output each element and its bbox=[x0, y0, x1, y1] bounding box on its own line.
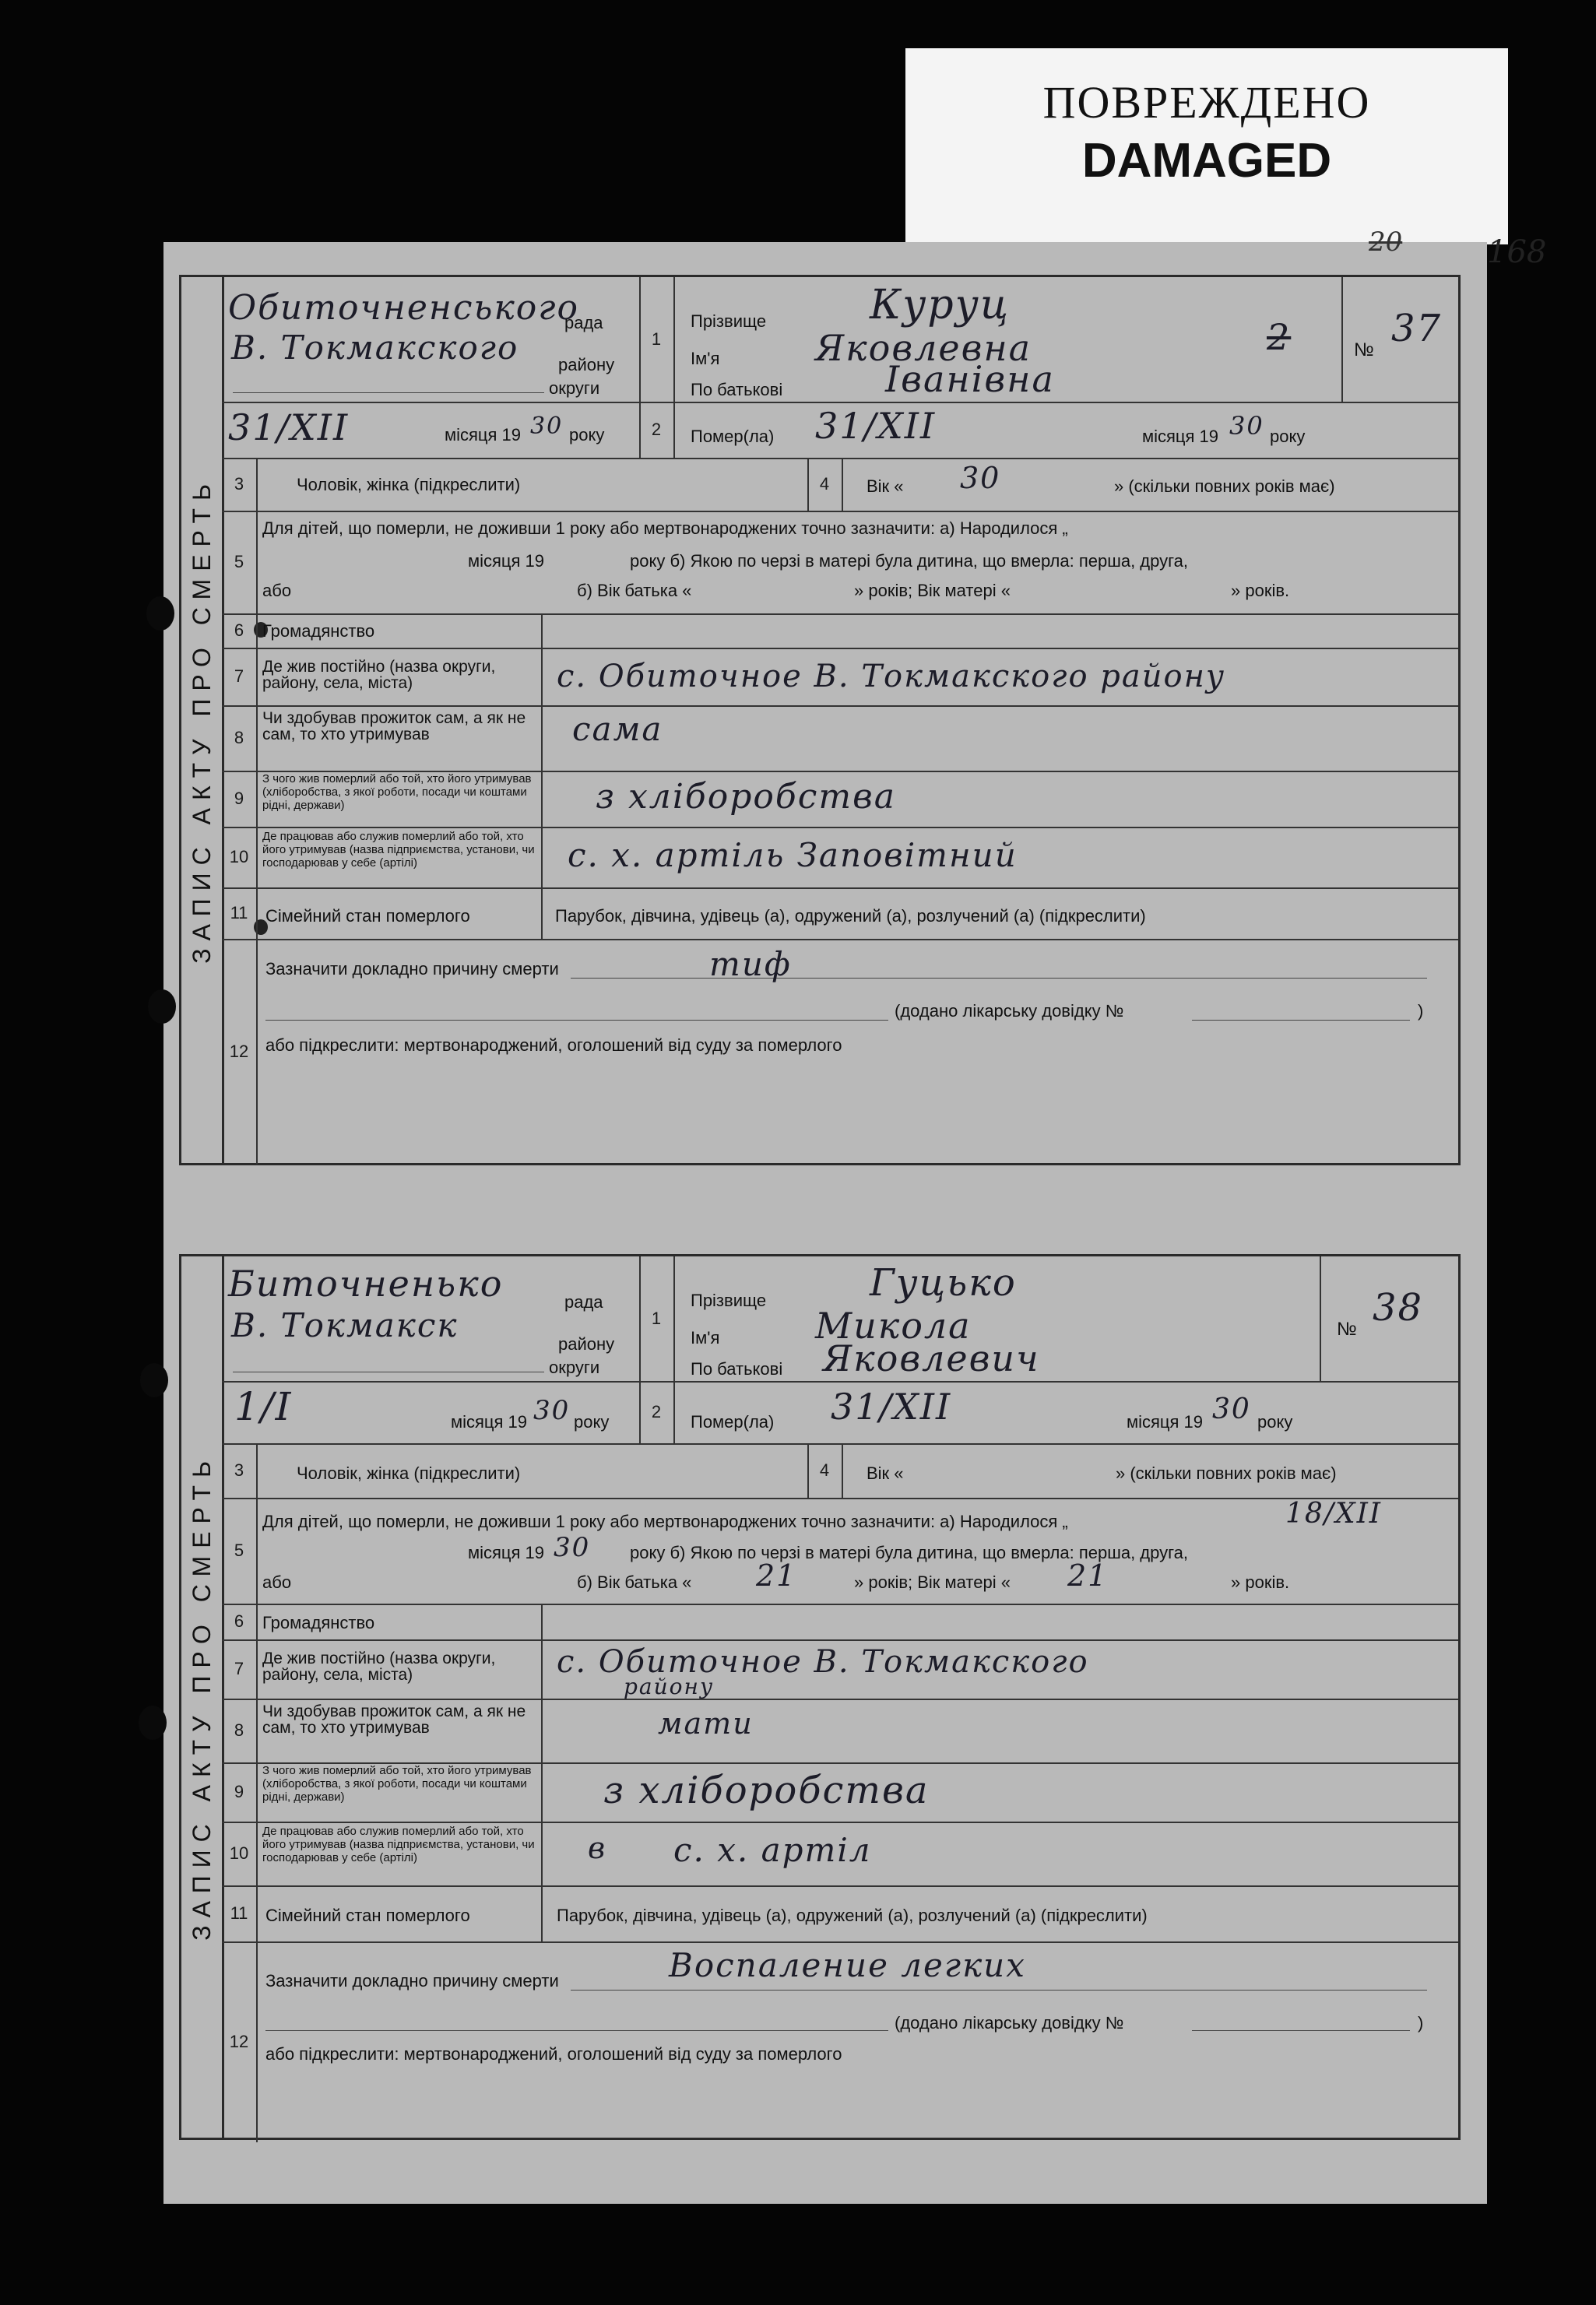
number-label: № bbox=[1354, 339, 1374, 360]
livelihood-value: мати bbox=[658, 1706, 754, 1741]
age-label: Вік « bbox=[867, 1463, 904, 1483]
livelihood-row: 8 Чи здобував прожиток сам, а як не сам, то хто утримував сама bbox=[222, 705, 1458, 772]
punch-hole bbox=[146, 596, 174, 631]
reg-date-value: 31/XII bbox=[228, 406, 350, 448]
margin-note: 2 bbox=[1267, 316, 1292, 358]
roku-label: року bbox=[574, 1412, 610, 1432]
income-label: З чого жив померлий або той, хто його утримував (хліборобства, з якої роботи, посади чи коштами рідні, держави) bbox=[262, 772, 532, 812]
surname-label: Прізвище bbox=[691, 1291, 767, 1310]
reg-year-value: 30 bbox=[530, 413, 564, 440]
stillborn-label: або підкреслити: мертвонароджений, оголошений від суду за померлого bbox=[265, 1035, 842, 1055]
patronymic-label: По батькові bbox=[691, 1359, 783, 1379]
residence-value: с. Обиточное В. Токмакского bbox=[557, 1644, 1089, 1680]
raion-label: району bbox=[558, 355, 615, 374]
cause-label: Зазначити докладно причину смерти bbox=[265, 1971, 559, 1991]
name-label: Ім'я bbox=[691, 1328, 720, 1348]
born-year-value: 30 bbox=[554, 1532, 591, 1563]
death-record-1 bbox=[179, 275, 1461, 1165]
date-row: 1/I місяця 19 30 року 2 Помер(ла) 31/XII місяця 19 30 року bbox=[222, 1381, 1458, 1445]
record-number: 38 bbox=[1373, 1286, 1424, 1330]
children-line3d: » років. bbox=[1231, 581, 1290, 600]
record-number: 37 bbox=[1391, 307, 1443, 350]
livelihood-row: 8 Чи здобував прожиток сам, а як не сам, то хто утримував мати bbox=[222, 1699, 1458, 1764]
income-value: з хліборобства bbox=[603, 1769, 930, 1812]
record-side-title: ЗАПИС АКТУ ПРО СМЕРТЬ bbox=[181, 1256, 224, 2138]
okrugy-label: округи bbox=[549, 378, 600, 398]
rada-value: Биточненько bbox=[228, 1263, 504, 1305]
children-line2a: місяця 19 bbox=[468, 551, 545, 571]
residence-label: Де жив постійно (назва округи, району, села, міста) bbox=[262, 658, 496, 692]
cause-row: 12 Зазначити докладно причину смерти Воспаление легких (додано лікарську довідку № ) або підкреслити: мертвонароджений, оголошений від суду за померлого bbox=[222, 1941, 1458, 2142]
sex-age-row: 3 Чоловік, жінка (підкреслити) 4 Вік « » (скільки повних років має) bbox=[222, 1443, 1458, 1499]
surname-label: Прізвище bbox=[691, 311, 767, 331]
income-value: з хліборобства bbox=[596, 777, 896, 817]
mother-age-value: 21 bbox=[1067, 1558, 1109, 1593]
registration-row: Биточненько рада В. Токмакск району округи 1 Прізвище Гуцько Ім'я Микола По батькові Яковлевич № 38 bbox=[222, 1256, 1458, 1383]
livelihood-value: сама bbox=[572, 710, 663, 748]
father-age-value: 21 bbox=[756, 1558, 797, 1593]
children-line3a: або bbox=[262, 581, 292, 600]
livelihood-label: Чи здобував прожиток сам, а як не сам, то хто утримував bbox=[262, 1702, 526, 1737]
rada-label: рада bbox=[564, 313, 603, 332]
death-date-value: 31/XII bbox=[831, 1386, 952, 1428]
workplace-prefix: в bbox=[588, 1831, 607, 1865]
surname-value: Гуцько bbox=[870, 1261, 1017, 1305]
death-date-value: 31/XII bbox=[815, 405, 937, 447]
death-month-label: місяця 19 bbox=[1142, 427, 1219, 446]
cert-label: (додано лікарську довідку № bbox=[895, 2013, 1124, 2033]
stamp-line-ukrainian: ПОВРЕЖДЕНО bbox=[1042, 77, 1371, 128]
reg-date-value: 1/I bbox=[234, 1384, 293, 1429]
raion-value: В. Токмакск bbox=[231, 1306, 459, 1344]
children-line2b: року б) Якою по черзі в матері була дитина, що вмерла: перша, друга, bbox=[630, 1543, 1189, 1562]
family-row: 11 Сімейний стан померлого Парубок, дівчина, удівець (а), одружений (а), розлучений (а) (підкреслити) bbox=[222, 887, 1458, 940]
sex-age-row: 3 Чоловік, жінка (підкреслити) 4 Вік « 30 » (скільки повних років має) bbox=[222, 458, 1458, 512]
children-line3c: » років; Вік матері « bbox=[854, 1572, 1011, 1592]
punch-hole bbox=[139, 1706, 167, 1740]
workplace-value: с. х. артіль Заповітний bbox=[568, 836, 1018, 874]
children-line3a: або bbox=[262, 1572, 292, 1592]
children-line1: Для дітей, що померли, не доживши 1 року або мертвонароджених точно зазначити: а) Народилося „ bbox=[262, 518, 1068, 538]
death-month-label: місяця 19 bbox=[1127, 1412, 1204, 1432]
residence-value: с. Обиточное В. Токмакского району bbox=[557, 659, 1226, 694]
family-options: Парубок, дівчина, удівець (а), одружений (а), розлучений (а) (підкреслити) bbox=[555, 906, 1146, 926]
name-block bbox=[675, 277, 1458, 402]
died-label: Помер(ла) bbox=[691, 1412, 775, 1432]
family-row: 11 Сімейний стан померлого Парубок, дівчина, удівець (а), одружений (а), розлучений (а) (підкреслити) bbox=[222, 1885, 1458, 1943]
residence-row: 7 Де жив постійно (назва округи, району, села, міста) с. Обиточное В. Токмакского району bbox=[222, 648, 1458, 707]
council-block bbox=[222, 277, 641, 402]
page-number: 168 bbox=[1487, 234, 1547, 270]
workplace-label: Де працював або служив померлий або той, хто його утримував (назва підприємства, установи, чи господарював у себе (артілі) bbox=[262, 1825, 535, 1864]
income-row: 9 З чого жив померлий або той, хто його утримував (хліборобства, з якої роботи, посади чи коштами рідні, держави) з хліборобства bbox=[222, 771, 1458, 828]
damaged-stamp bbox=[905, 48, 1508, 244]
residence-row: 7 Де жив постійно (назва округи, району, села, міста) с. Обиточное В. Токмакского району bbox=[222, 1639, 1458, 1700]
family-label: Сімейний стан померлого bbox=[265, 1906, 470, 1925]
income-label: З чого жив померлий або той, хто його утримував (хліборобства, з якої роботи, посади чи коштами рідні, держави) bbox=[262, 1764, 532, 1804]
patronymic-value: Яковлевич bbox=[823, 1337, 1040, 1379]
citizenship-label: Громадянство bbox=[262, 621, 375, 641]
cause-label: Зазначити докладно причину смерти bbox=[265, 959, 559, 979]
citizenship-row: 6 Громадянство bbox=[222, 1604, 1458, 1641]
roku-label: року bbox=[569, 425, 605, 444]
age-suffix: » (скільки повних років має) bbox=[1116, 1463, 1337, 1483]
name-value: Микола bbox=[815, 1305, 972, 1347]
sex-label: Чоловік, жінка (підкреслити) bbox=[297, 475, 521, 494]
okrugy-label: округи bbox=[549, 1358, 600, 1377]
workplace-row: 10 Де працював або служив померлий або той, хто його утримував (назва підприємства, установи, чи господарював у себе (артілі) с. х. артіль Заповітний bbox=[222, 827, 1458, 889]
children-line3b: б) Вік батька « bbox=[577, 581, 692, 600]
age-value: 30 bbox=[960, 461, 1001, 495]
children-line3b: б) Вік батька « bbox=[577, 1572, 692, 1592]
punch-hole bbox=[140, 1363, 168, 1397]
born-value: 18/XII bbox=[1285, 1498, 1383, 1530]
workplace-row: 10 Де працював або служив померлий або той, хто його утримував (назва підприємства, установи, чи господарював у себе (артілі) в с. х. артіл bbox=[222, 1822, 1458, 1887]
reg-year-value: 30 bbox=[533, 1395, 571, 1426]
age-suffix: » (скільки повних років має) bbox=[1114, 476, 1335, 496]
name-value: Яковлевна bbox=[815, 327, 1032, 369]
punch-hole bbox=[148, 989, 176, 1024]
raion-value: В. Токмакского bbox=[231, 329, 519, 367]
died-label: Помер(ла) bbox=[691, 427, 775, 446]
sex-label: Чоловік, жінка (підкреслити) bbox=[297, 1463, 521, 1483]
date-row: 31/XII місяця 19 30 року 2 Помер(ла) 31/XII місяця 19 30 року bbox=[222, 402, 1458, 459]
rada-label: рада bbox=[564, 1292, 603, 1312]
death-roku-label: року bbox=[1257, 1412, 1293, 1432]
residence-value-2: району bbox=[624, 1674, 715, 1699]
stillborn-label: або підкреслити: мертвонароджений, оголошений від суду за померлого bbox=[265, 2044, 842, 2064]
patronymic-label: По батькові bbox=[691, 380, 783, 399]
citizenship-label: Громадянство bbox=[262, 1613, 375, 1632]
workplace-value: с. х. артіл bbox=[673, 1831, 872, 1869]
death-year-value: 30 bbox=[1229, 411, 1264, 441]
children-line2b: року б) Якою по черзі в матері була дитина, що вмерла: перша, друга, bbox=[630, 551, 1189, 571]
raion-label: району bbox=[558, 1334, 615, 1354]
name-label: Ім'я bbox=[691, 349, 720, 368]
month-year-label: місяця 19 bbox=[445, 425, 522, 444]
residence-label: Де жив постійно (назва округи, району, села, міста) bbox=[262, 1650, 496, 1684]
registration-row: Обиточненського рада В. Токмакского району округи 1 Прізвище Куруц Ім'я Яковлевна По батькові Іванівна 2 № 37 bbox=[222, 277, 1458, 403]
children-line3d: » років. bbox=[1231, 1572, 1290, 1592]
age-label: Вік « bbox=[867, 476, 904, 496]
income-row: 9 З чого жив померлий або той, хто його утримував (хліборобства, з якої роботи, посади чи коштами рідні, держави) з хліборобства bbox=[222, 1762, 1458, 1823]
family-options: Парубок, дівчина, удівець (а), одружений (а), розлучений (а) (підкреслити) bbox=[557, 1906, 1148, 1925]
page-number-alt: 20 bbox=[1369, 227, 1403, 258]
stamp-line-english: DAMAGED bbox=[1081, 134, 1332, 188]
children-row: 5 Для дітей, що померли, не доживши 1 року або мертвонароджених точно зазначити: а) Народилося „ місяця 19 року б) Якою по черзі в матері була дитина, що вмерла: перша, друга, або б) Вік батька « » років; Вік матері « » років. bbox=[222, 511, 1458, 615]
archival-page bbox=[163, 227, 1547, 2204]
children-row: 5 Для дітей, що померли, не доживши 1 року або мертвонароджених точно зазначити: а) Народилося „ 18/XII місяця 19 30 року б) Якою по черзі в матері була дитина, що вмерла: перша, друга, або б) Вік батька « 21 » років; Вік матері « 21 » років. bbox=[222, 1498, 1458, 1605]
death-year-value: 30 bbox=[1212, 1393, 1251, 1425]
month-year-label: місяця 19 bbox=[451, 1412, 528, 1432]
record-side-title: ЗАПИС АКТУ ПРО СМЕРТЬ bbox=[181, 277, 224, 1163]
workplace-label: Де працював або служив померлий або той, хто його утримував (назва підприємства, установи, чи господарював у себе (артілі) bbox=[262, 830, 535, 870]
cause-value: Воспаление легких bbox=[669, 1946, 1026, 1984]
citizenship-row: 6 Громадянство bbox=[222, 613, 1458, 649]
children-line3c: » років; Вік матері « bbox=[854, 581, 1011, 600]
livelihood-label: Чи здобував прожиток сам, а як не сам, то хто утримував bbox=[262, 709, 526, 743]
children-line2a: місяця 19 bbox=[468, 1543, 545, 1562]
patronymic-value: Іванівна bbox=[885, 358, 1055, 400]
cert-label: (додано лікарську довідку № bbox=[895, 1001, 1124, 1021]
cause-value: тиф bbox=[709, 945, 792, 983]
number-label: № bbox=[1337, 1319, 1357, 1340]
surname-value: Куруц bbox=[870, 282, 1011, 329]
death-record-2 bbox=[179, 1254, 1461, 2140]
children-line1: Для дітей, що померли, не доживши 1 року або мертвонароджених точно зазначити: а) Народилося „ bbox=[262, 1512, 1068, 1531]
death-roku-label: року bbox=[1270, 427, 1306, 446]
rada-value: Обиточненського bbox=[228, 288, 579, 328]
family-label: Сімейний стан померлого bbox=[265, 906, 470, 926]
cause-row: 12 Зазначити докладно причину смерти тиф (додано лікарську довідку № ) або підкреслити: мертвонароджений, оголошений від суду за померлого bbox=[222, 939, 1458, 1165]
